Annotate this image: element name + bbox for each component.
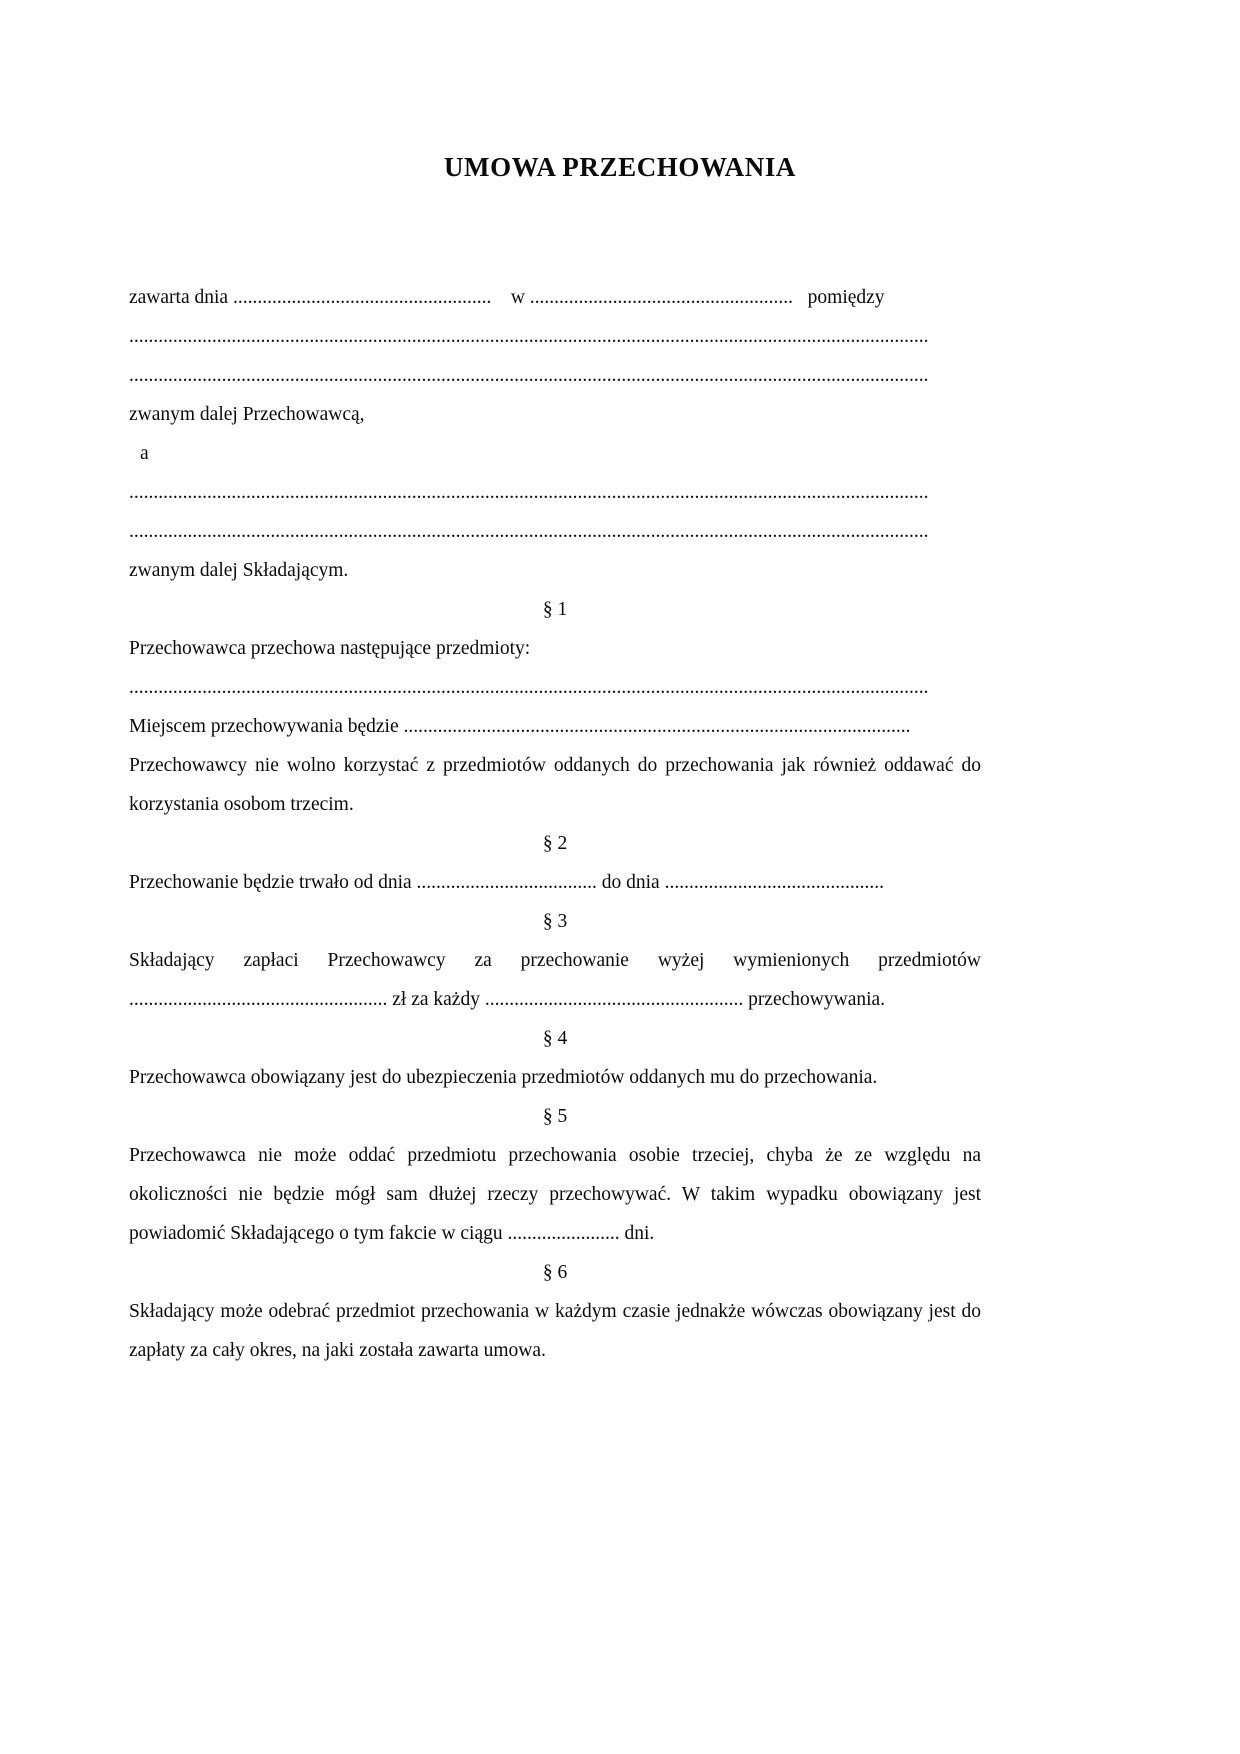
document-body: [129, 278, 981, 1370]
intro-place-dots: ......................................................: [529, 287, 794, 308]
intro-blank-line-2: ....................................................................................................................................................................: [129, 365, 929, 386]
section-2-paragraph-1: Przechowanie będzie trwało od dnia ..................................... do dnia .............................................: [129, 872, 884, 893]
intro-blank-line-4: ....................................................................................................................................................................: [129, 521, 929, 542]
page-title: UMOWA PRZECHOWANIA: [443, 152, 797, 182]
intro-blank-line-1: ....................................................................................................................................................................: [129, 326, 929, 347]
depositor-designation: zwanym dalej Składającym.: [129, 560, 349, 581]
section-1-paragraph-3: Przechowawcy nie wolno korzystać z przedmiotów oddanych do przechowania jak również oddawać do korzystania osobom trzecim.: [129, 755, 981, 815]
keeper-designation: zwanym dalej Przechowawcą,: [129, 404, 365, 425]
section-1-paragraph-1: Przechowawca przechowa następujące przedmioty:: [129, 638, 531, 659]
section-1-blank-line: ....................................................................................................................................................................: [129, 677, 929, 698]
section-marker-3: § 3: [542, 911, 568, 932]
section-5-paragraph-1: Przechowawca nie może oddać przedmiotu przechowania osobie trzeciej, chyba że ze względu na okoliczności nie będzie mógł sam dłużej rzeczy przechowywać. W takim wypadku obowiązany jest powiadomić Składającego o tym fakcie w ciągu ....................... dni.: [129, 1145, 981, 1244]
intro-place-label: w: [510, 287, 525, 308]
section-marker-2: § 2: [542, 833, 568, 854]
section-3-paragraph-1: Składający zapłaci Przechowawcy za przechowanie wyżej wymienionych przedmiotów ..................................................... zł za każdy ..................................................... przechowywania.: [129, 950, 981, 1010]
section-1-paragraph-2: Miejscem przechowywania będzie ........................................................................................................: [129, 716, 911, 737]
section-6-paragraph-1: Składający może odebrać przedmiot przechowania w każdym czasie jednakże wówczas obowiązany jest do zapłaty za cały okres, na jaki została zawarta umowa.: [129, 1301, 981, 1361]
section-marker-4: § 4: [542, 1028, 568, 1049]
section-4-paragraph-1: Przechowawca obowiązany jest do ubezpieczenia przedmiotów oddanych mu do przechowania.: [129, 1067, 878, 1088]
intro-date-label: zawarta dnia: [129, 287, 229, 308]
intro-between-label: pomiędzy: [807, 287, 885, 308]
intro-blank-line-3: ....................................................................................................................................................................: [129, 482, 929, 503]
intro-date-dots: .....................................................: [232, 287, 492, 308]
intro-line-date: [129, 278, 981, 317]
section-marker-5: § 5: [542, 1106, 568, 1127]
conjunction-a: a: [140, 443, 149, 464]
section-marker-6: § 6: [542, 1262, 568, 1283]
section-marker-1: § 1: [542, 599, 568, 620]
